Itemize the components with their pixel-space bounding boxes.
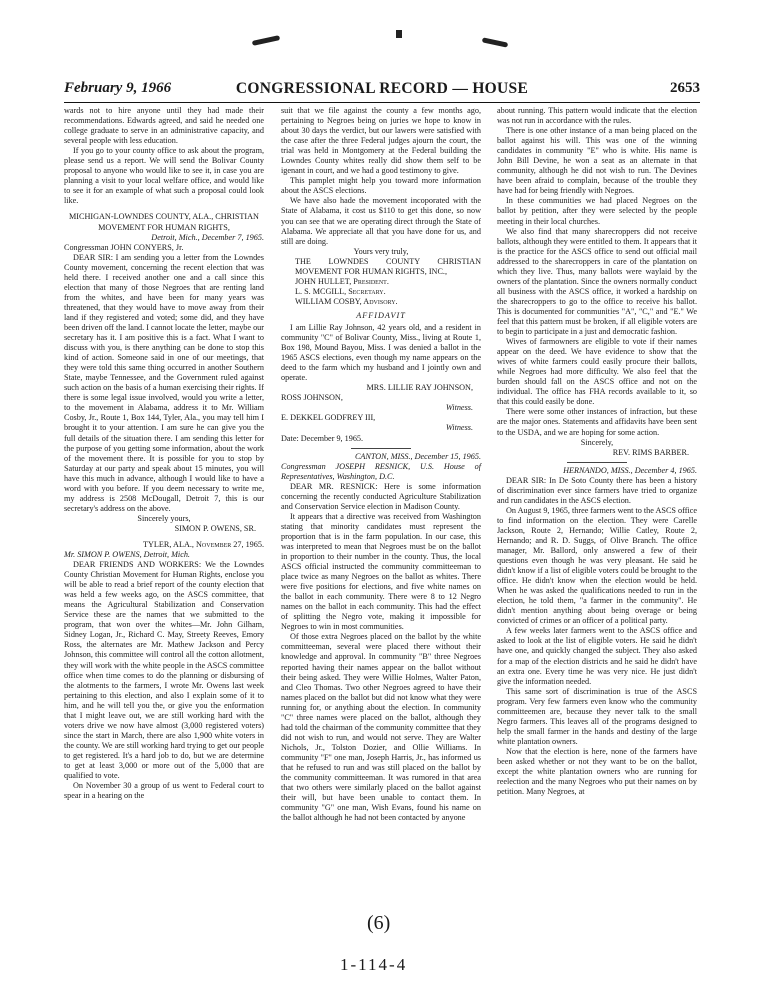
affidavit-date: Date: December 9, 1965. bbox=[281, 433, 364, 443]
letter-dateline: TYLER, ALA., November 27, 1965. bbox=[143, 539, 264, 549]
affidavit-heading: AFFIDAVIT bbox=[356, 310, 406, 320]
witness-name: ROSS JOHNSON, bbox=[281, 393, 343, 403]
paragraph: This same sort of discrimination is true of the ASCS program. Very few farmers even know who the community committeemen are, because they never talk to the small Negro farmers. This leaves all of the programs designed to help the small farmer in the hands and destiny of the large white plantation owners. bbox=[497, 686, 697, 746]
paragraph: I am Lillie Ray Johnson, 42 years old, and a resident in community "C" of Bolivar County, Miss., living at Route 1, Box 198, Mound Bayou, Miss. I was denied a ballot in the 1965 ASCS elections, even though my name appears on the deed to the farm which my husband and I jointly own and operate. bbox=[281, 322, 481, 383]
column-2 bbox=[281, 106, 481, 823]
paragraph: There is one other instance of a man being placed on the ballot against his will. This was one of the winning candidates in community "E" who is white. His name is John Bill Devine, he won a seat as an alternate in that community, although he did not wish to run. The Devines have been afraid to complain, because of the trouble they have had for being friendly with Negroes. bbox=[497, 126, 697, 196]
letter-signature: WILLIAM COSBY, Advisory. bbox=[295, 296, 398, 306]
letter-signature: THE LOWNDES COUNTY CHRISTIAN MOVEMENT FOR HUMAN RIGHTS, INC., bbox=[295, 256, 481, 276]
paragraph: This pamplet might help you toward more information about the ASCS elections. bbox=[281, 176, 481, 196]
paragraph: suit that we file against the county a few months ago, pertaining to Negroes being on juries we hope to know in about 30 days the verdict, but our lawers were satisfied with the case after the three Federal judges ajourn the court, the trial was held in Montgomery at the Federal building the Lowndes County whites really did show them self to be igenant in court, and we had a good testimony to give. bbox=[281, 106, 481, 176]
page-number: 2653 bbox=[670, 80, 700, 96]
witness-label: Witness. bbox=[445, 403, 473, 413]
letter-dateline: CANTON, MISS., December 15, 1965. bbox=[354, 451, 481, 461]
paragraph: If you go to your county office to ask about the program, please send us a report. We will send the Bolivar County proposal to anyone who would like to see it, in case you are planning a visit to your local welfare office, and would like to see it for an example of what such a proposal could look like. bbox=[64, 146, 264, 206]
letter-signature: SIMON P. OWENS, SR. bbox=[174, 523, 256, 533]
paragraph: There were some other instances of infraction, but these are the major ones. Statements and affidavits have been sent to the USDA, and we are hoping for some action. bbox=[497, 407, 697, 437]
letter-signature: JOHN HULLET, President. bbox=[295, 276, 389, 286]
paragraph: wards not to hire anyone until they had made their recommendations. Edwards agreed, and said he needed one college graduate to serve in an administrative capacity, and several people with less education. bbox=[64, 106, 264, 146]
paragraph: DEAR SIR: I am sending you a letter from the Lowndes County movement, concerning the recent election that was held there. I received another one and a call since this election that many of those Negroes that are renting land from the whites, and have been for many years was threatened, that they would have to move away from their land if they registered and voted; some did, and they have been driven off the land. I cannot locate the letter, maybe our secretary has it. I am positive this is a fact. What I want to discuss with you, is there anything can be done to stop this kind of action. Someone said in one of our meetings, that they were told this same thing occurred in another Southern State, maybe Tennessee, and the Government ruled against such action on the basis of a human exercising their rights. If there is some legal issue involved, would you write a letter, to the movement in Alabama, address it to Mr. William Cosby, Jr., Route 1, Box 144, Tyler, Ala., you may tell him I brought it to your attention. I am sure he can give you the full details of the situation there. I am sending this letter for the purpose of you getting some information, about the work of the movement there. It is possible for you to stop by Saturday at our party and speak about 15 minutes, you will have this much in advance, although I would like to have a word with you before. If you deem necessary to write me, my address is 2508 McDougall, Detroit 7, this is our secretary's address on the above. bbox=[64, 252, 264, 513]
paragraph: Of those extra Negroes placed on the ballot by the white committeeman, several were placed there without their knowledge and approval. In community "B" three Negroes reported having their names appear on the ballot without their being asked. They were Willie Holmes, Walter Paton, and Cleo Thomas. Two other Negroes agreed to have their names placed on the ballot but did not know what they were running for, or anything about the election. In community "C" three names were placed on the ballot, although they had told the chairman of the community committee that they did not wish to run, and would not serve. They are Walter Nichols, Jr., Tolston Dozier, and Ollie Williams. In community "F" one man, Joseph Harris, Jr., has informed us that he refused to run and was still placed on the ballot by the community committeeman. It was rumored in that area that two others were similarly placed on the ballot against their will, but have been unable to contact them. In community "G" one man, Wish Evans, found his name on the ballot although he had not been contacted by anyone bbox=[281, 632, 481, 823]
paragraph: about running. This pattern would indicate that the election was not run in accordance with the rules. bbox=[497, 106, 697, 126]
scan-artifact-top bbox=[0, 0, 763, 60]
column-3 bbox=[497, 106, 697, 797]
paragraph: We have also hade the movement incoporated with the State of Alabama, it cost us $110 to get this done, so now you can see that we are operating direct through the State of Alabama. We appreciate all that you have done for us, and still are doing. bbox=[281, 196, 481, 246]
page-header bbox=[64, 80, 700, 103]
paragraph: We also find that many sharecroppers did not receive ballots, although they were entitled to them. It appears that it is the practice for the ASCS office to send out official mail addressed to the sharecroppers in care of the plantation on which they live. Thus, many ballots were waylaid by the owners of the plantation. Since the owners normally conduct all business with the ASCS office, it worked a hardship on the sharecroppers to go to the office to receive his ballot. This is documented for communities "A", "C," and "E." We feel that this pattern must be broken, if all eligible voters are to begin to participate in a just and democratic fashion. bbox=[497, 226, 697, 337]
letter-addressee: Congressman JOSEPH RESNICK, U.S. House of Representatives, Washington, D.C. bbox=[281, 461, 481, 481]
letter-signature: MRS. LILLIE RAY JOHNSON, bbox=[366, 383, 473, 393]
letter-dateline: Detroit, Mich., December 7, 1965. bbox=[151, 232, 264, 242]
paragraph: A few weeks later farmers went to the ASCS office and asked to look at the list of eligible voters. He said he didn't have one, and quickly changed the subject. They also asked for a map of the election districts and he said he didn't have an extra one. Every time he was very nice. He just didn't give the information needed. bbox=[497, 626, 697, 686]
letter-addressee: Mr. SIMON P. OWENS, Detroit, Mich. bbox=[64, 550, 190, 560]
letter-closing: Sincerely, bbox=[580, 437, 614, 447]
paragraph: DEAR FRIENDS AND WORKERS: We the Lowndes County Christian Movement for Human Rights, enclose you will be able to read a brief report of the county election that was held a few weeks ago, on the ASCS committee, that means the Agricultural Stabilization and Conservation Service these are the names that we submitted to the program, that won over the whites—Mr. John Gilham, Sidney Logan, Jr., Richard C. May, Streety Reeves, Emory Ross, the alternates are Mr. Mathew Jackson and Percy Johnson, this committee will control all the cotton allotment, they will work with the white people in the ASCS committee office when time comes to do the planning or disbursing of the alotments to the farmers, I wrote Mr. Owens last week pertaining to this election, and also I explain some of it to him, and he will tell you the, or give you the enformation that I might leave out, we are still working hard with the voters drive we now have almost (3,000 registered voters) since the start in March, there are also 1,900 white voters in the county. We are still working hard trying to get our people to get registered. It's a hard job to do, but we are determine to get at least 3,000 or more out of the 5,000 that are qualified to vote. bbox=[64, 560, 264, 781]
letter-heading: MICHIGAN-LOWNDES COUNTY, ALA., CHRISTIAN MOVEMENT FOR HUMAN RIGHTS, bbox=[69, 212, 259, 232]
witness-label: Witness. bbox=[445, 423, 473, 433]
header-title: CONGRESSIONAL RECORD — HOUSE bbox=[235, 80, 529, 97]
letter-closing: Yours very truly, bbox=[353, 246, 409, 256]
letter-addressee: Congressman JOHN CONYERS, Jr. bbox=[64, 242, 184, 252]
paragraph: It appears that a directive was received from Washington stating that minority candidates must represent the proportion that is in the farm population. In our case, this was interpreted to mean that Negroes must be on the ballot in proportion to their number in the county. Thus, the local ASCS official instructed the community committeeman to place twice as many Negroes on the ballot as whites. There were five positions for elections, and five white names on the ballot in each community. There were 8 to 12 Negro names on the ballot in each community. This had the effect of splitting the Negro vote, making it impossible for Negroes to win in most communities. bbox=[281, 511, 481, 632]
paragraph: In these communities we had placed Negroes on the ballot by petition, after they were selected by the people meeting in their local churches. bbox=[497, 196, 697, 226]
letter-signature: L. S. MCGILL, Secretary. bbox=[295, 286, 386, 296]
letter-signature: REV. RIMS BARBER. bbox=[612, 447, 689, 457]
letter-closing: Sincerely yours, bbox=[137, 513, 191, 523]
paragraph: DEAR MR. RESNICK: Here is some information concerning the recently conducted Agriculture Stabilization and Conservation Service election in Madison County. bbox=[281, 481, 481, 511]
paragraph: On November 30 a group of us went to Federal court to spear in a hearing on the bbox=[64, 781, 264, 801]
column-1 bbox=[64, 106, 264, 801]
witness-name: E. DEKKEL GODFREY III, bbox=[281, 413, 376, 423]
divider bbox=[567, 462, 627, 463]
letter-dateline: HERNANDO, MISS., December 4, 1965. bbox=[563, 465, 697, 475]
divider bbox=[351, 448, 411, 449]
paragraph: On August 9, 1965, three farmers went to the ASCS office to find information on the election. They were Carelle Jackson, Route 2, Hernando; Willie Catley, Route 2, Hernando; and R. D. Suggs, of Olive Branch. The office manager, Mr. Ballord, only answered a few of their questions even though he was very pleasant. He said he didn't know if a list of eligible voters could be brought to the office. He didn't know when the election would be held. When he was asked the qualifications needed to run in the election, he told them, "a farmer in the community". He didn't mention anything about being overage or being convicted of crimes or an officer of a political party. bbox=[497, 505, 697, 626]
header-date: February 9, 1966 bbox=[64, 80, 172, 96]
paragraph: DEAR SIR: In De Soto County there has been a history of discrimination ever since farmers have tried to organize and run candidates in the ASCS election. bbox=[497, 475, 697, 505]
handwritten-archive-number: 1-114-4 bbox=[340, 955, 408, 974]
paragraph: Now that the election is here, none of the farmers have been asked whether or not they want to be on the ballot, except the white plantation owners who are running for reelection and the many Negroes who put their names on by petition. Many Negroes, at bbox=[497, 746, 697, 797]
paragraph: Wives of farmowners are eligible to vote if their names appear on the deed. We have evidence to show that the wives of white farmers could easily procure their ballots, while Negroes had more difficulty. We also feel that the burden should fall on the ASCS office and not on the individual. The office has FHA records available to it, so that this could easily be done. bbox=[497, 337, 697, 407]
handwritten-page-mark: (6) bbox=[367, 912, 391, 934]
